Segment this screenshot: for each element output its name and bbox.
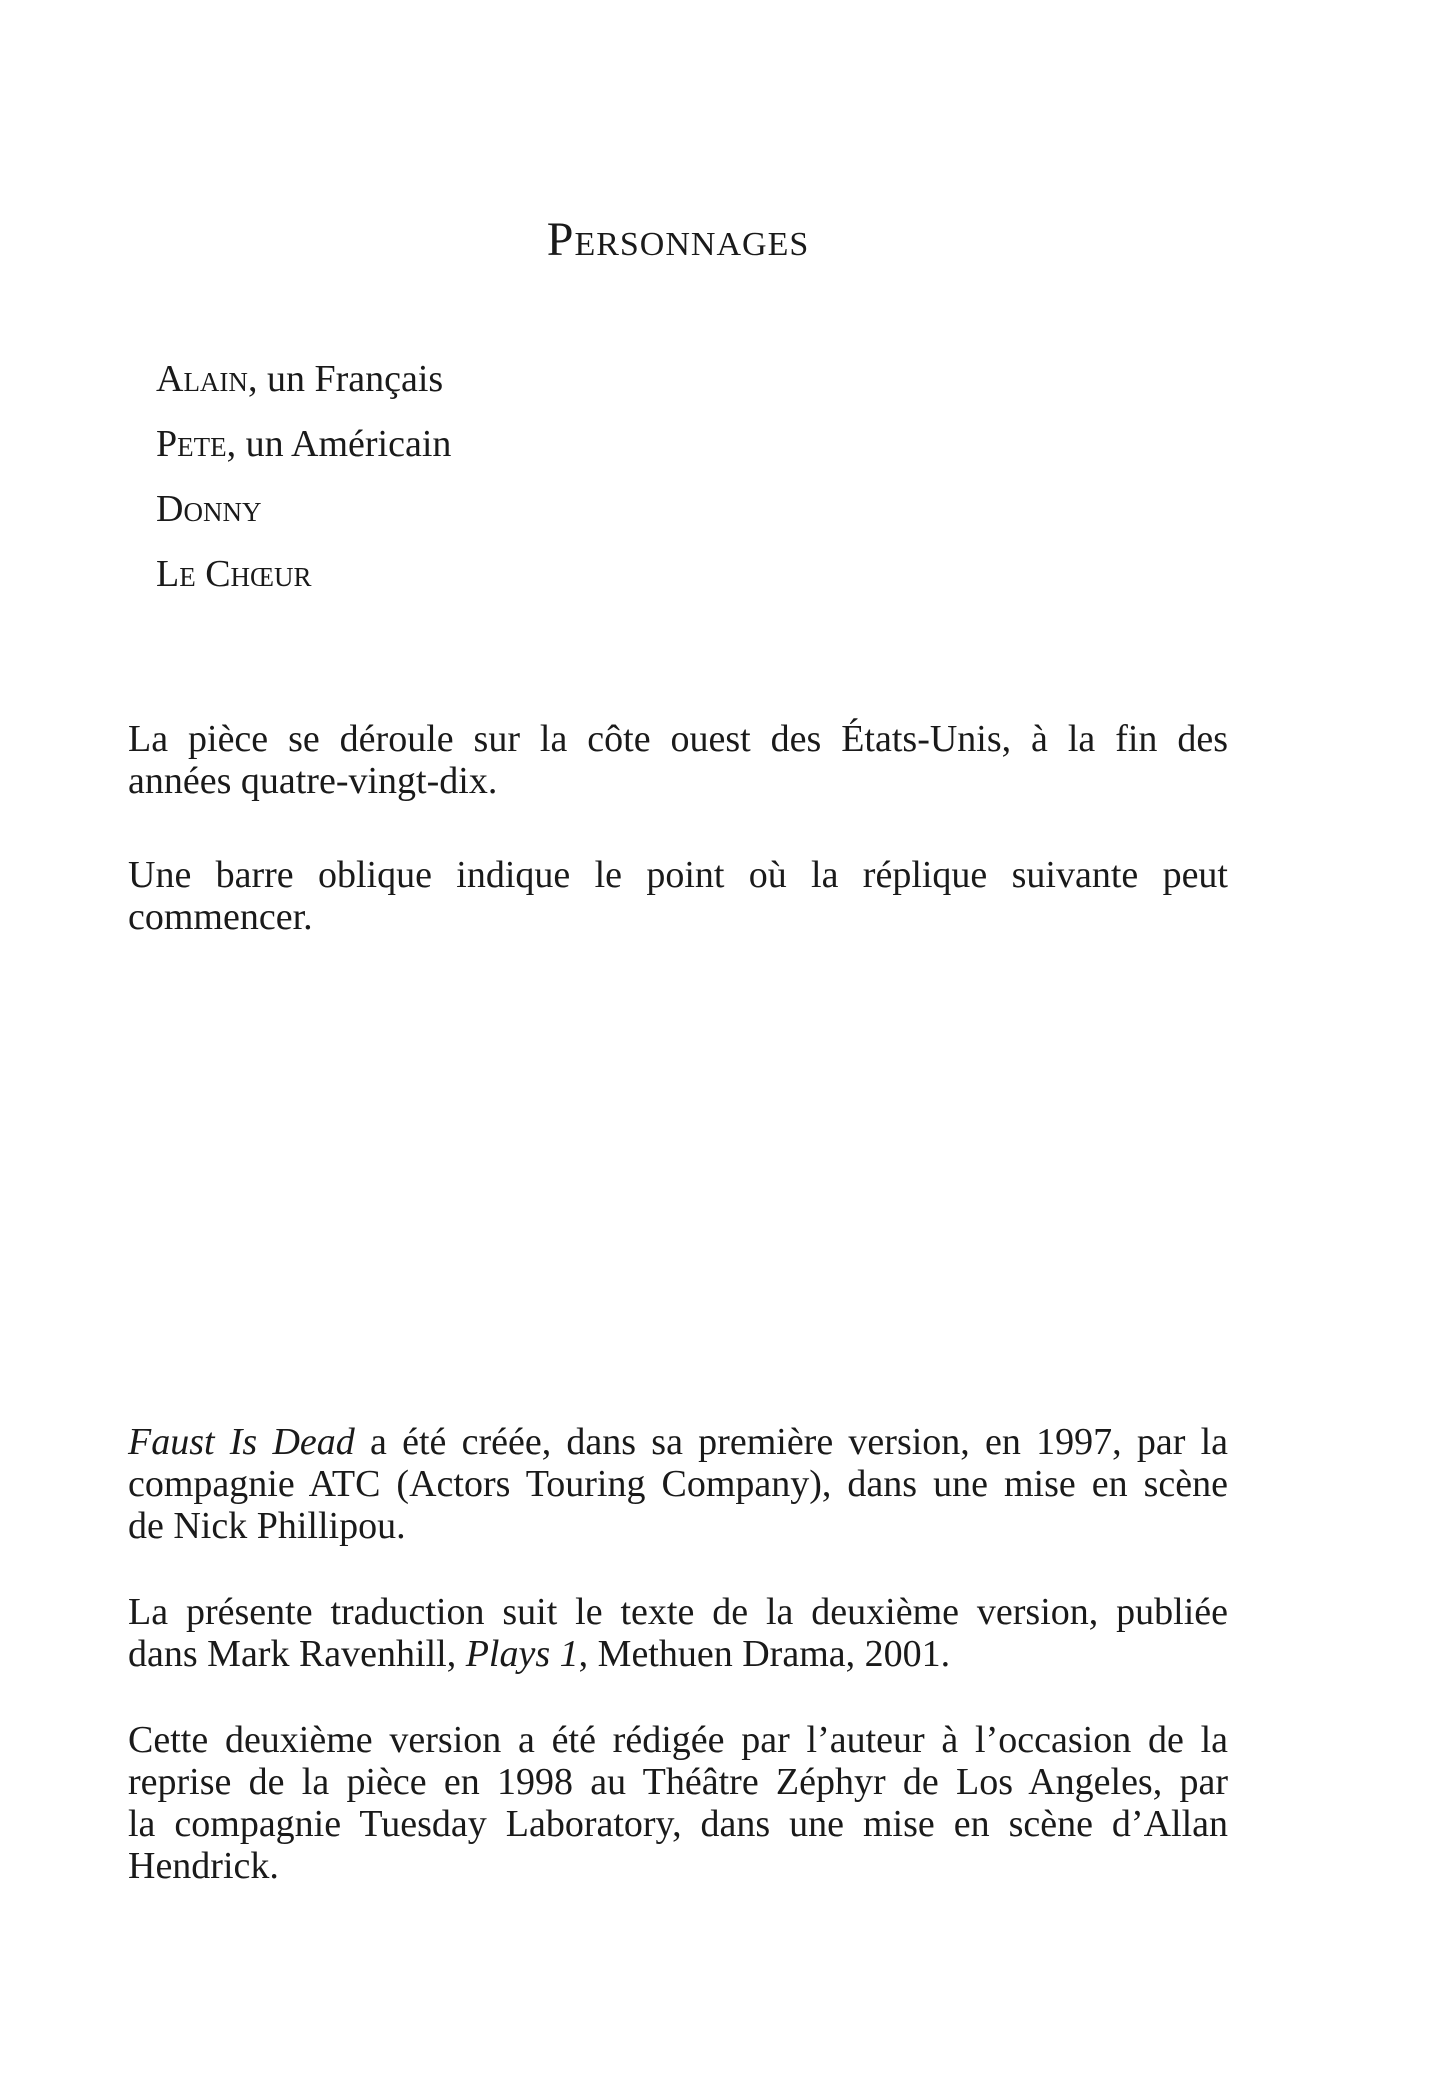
text-line: Faust Is Dead a été créée, dans sa première version, en 1997, par la	[128, 1421, 1228, 1463]
text-line: Une barre oblique indique le point où la réplique suivante peut	[128, 854, 1228, 896]
setting-paragraph	[128, 718, 1228, 802]
character-name: Donny	[156, 488, 262, 530]
setting-notes	[128, 718, 1228, 938]
text-line: Hendrick.	[128, 1845, 279, 1887]
character-row	[156, 347, 451, 412]
slash-note-paragraph	[128, 854, 1228, 938]
text-line: reprise de la pièce en 1998 au Théâtre Zéphyr de Los Angeles, par	[128, 1761, 1228, 1803]
character-list	[156, 347, 451, 607]
character-desc: , un Américain	[226, 423, 452, 465]
second-version-paragraph	[128, 1719, 1228, 1887]
page-title	[128, 213, 1228, 266]
character-name: Le Chœur	[156, 553, 312, 595]
text-line: compagnie ATC (Actors Touring Company), dans une mise en scène	[128, 1463, 1228, 1505]
text-line: commencer.	[128, 896, 313, 938]
text-line: de Nick Phillipou.	[128, 1505, 406, 1547]
text-line: La pièce se déroule sur la côte ouest des États-Unis, à la fin des	[128, 718, 1228, 760]
page-title-text: Personnages	[546, 213, 810, 266]
character-name: Alain	[156, 358, 248, 400]
text-line: La présente traduction suit le texte de la deuxième version, publiée	[128, 1591, 1228, 1633]
production-notes	[128, 1421, 1228, 1887]
text-line: années quatre-vingt-dix.	[128, 760, 498, 802]
character-row	[156, 477, 451, 542]
premiere-paragraph	[128, 1421, 1228, 1547]
character-name: Pete	[156, 423, 227, 465]
character-row	[156, 412, 451, 477]
character-row	[156, 542, 451, 607]
character-desc: , un Français	[247, 358, 444, 400]
text-line: la compagnie Tuesday Laboratory, dans une mise en scène d’Allan	[128, 1803, 1228, 1845]
text-line: Cette deuxième version a été rédigée par l’auteur à l’occasion de la	[128, 1719, 1228, 1761]
text-line: dans Mark Ravenhill, Plays 1, Methuen Drama, 2001.	[128, 1633, 951, 1675]
translation-paragraph	[128, 1591, 1228, 1675]
